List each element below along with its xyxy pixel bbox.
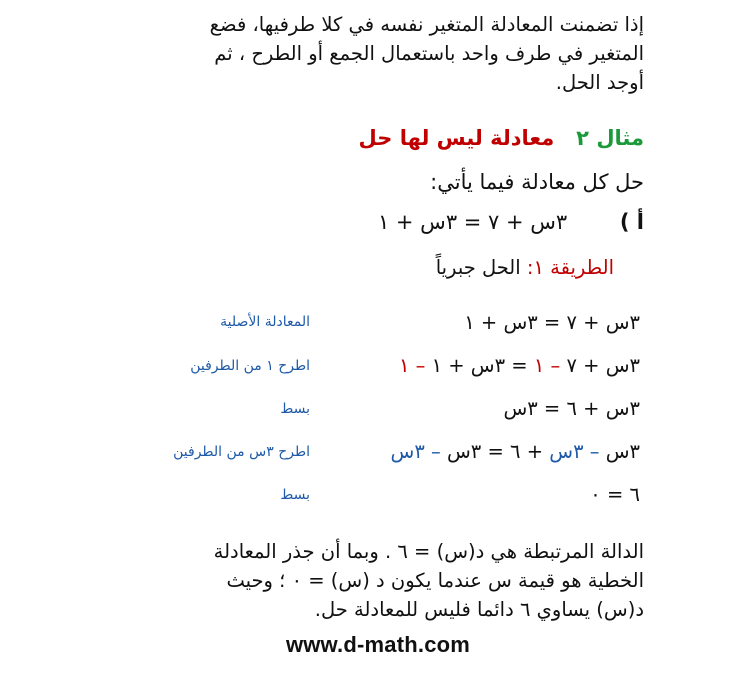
example-title: معادلة ليس لها حل	[358, 126, 555, 150]
method-heading	[436, 256, 614, 279]
step-2-part-1: ٣س + ٧	[560, 354, 640, 377]
step-4-part-4: – ٣س	[390, 440, 441, 463]
footer-watermark: www.d-math.com	[285, 632, 471, 657]
conclusion-line-3: د(س) يساوي ٦ دائما فليس للمعادلة حل.	[314, 598, 644, 621]
step-4-part-1: ٣س	[599, 440, 640, 463]
step-2-part-3: = ٣س + ١	[425, 354, 534, 377]
intro-line-2: المتغير في طرف واحد باستعمال الجمع أو الطرح ، ثم	[214, 42, 644, 65]
conclusion-line-2: الخطية هو قيمة س عندما يكون د (س) = ٠ ؛ وحيث	[226, 569, 644, 592]
intro-paragraph	[124, 10, 644, 97]
conclusion-paragraph	[124, 537, 644, 624]
step-4-note: اطرح ٣س من الطرفين	[173, 444, 310, 460]
method-label: الطريقة ١:	[526, 256, 614, 279]
step-2-note: اطرح ١ من الطرفين	[190, 358, 310, 374]
example-number: ٢	[576, 126, 589, 150]
intro-line-3: أوجد الحل.	[555, 71, 644, 94]
conclusion-line-1: الدالة المرتبطة هي د(س) = ٦ . وبما أن جذر المعادلة	[213, 540, 644, 563]
step-2-equation	[320, 354, 640, 377]
example-heading	[359, 126, 645, 150]
step-3-equation	[320, 397, 640, 420]
intro-line-1: إذا تضمنت المعادلة المتغير نفسه في كلا طرفيها، فضع	[209, 13, 644, 36]
step-3-part-1: ٣س + ٦ = ٣س	[503, 397, 640, 420]
step-2-part-2: – ١	[533, 354, 561, 377]
step-4-equation	[320, 440, 640, 463]
part-letter: أ )	[619, 210, 644, 234]
step-1-note: المعادلة الأصلية	[220, 314, 310, 330]
step-4-part-2: – ٣س	[549, 440, 600, 463]
step-5-equation	[320, 483, 640, 506]
step-3-note: بسط	[280, 401, 310, 417]
part-equation: ٣س + ٧ = ٣س + ١	[377, 210, 568, 234]
step-5-part-1: ٦ = ٠	[590, 483, 640, 506]
instruction-text: حل كل معادلة فيما يأتي:	[430, 170, 644, 194]
part-a	[378, 210, 644, 234]
method-text: الحل جبرياً	[435, 256, 521, 279]
step-4-part-3: + ٦ = ٣س	[440, 440, 550, 463]
step-2-part-4: – ١	[398, 354, 426, 377]
step-1-part-1: ٣س + ٧ = ٣س + ١	[464, 311, 640, 334]
example-label: مثال	[596, 126, 644, 150]
step-5-note: بسط	[280, 487, 310, 503]
step-1-equation	[320, 311, 640, 334]
